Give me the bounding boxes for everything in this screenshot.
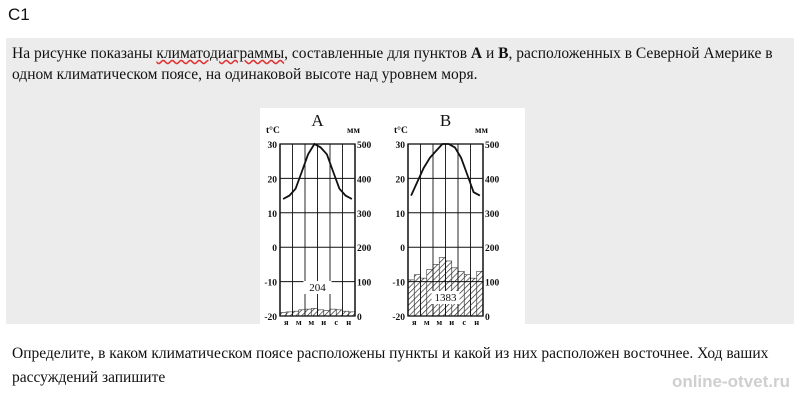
chart-b-precip-bar [477, 271, 483, 316]
question-part-1: На рисунке показаны [12, 45, 157, 62]
chart-b-tick-left: -10 [392, 278, 405, 289]
chart-a-tick-left: 0 [272, 244, 277, 255]
chart-a-tick-left: 20 [267, 175, 277, 186]
chart-b-precip-bar [414, 275, 420, 316]
chart-a-tick-right: 200 [357, 244, 372, 255]
chart-a-month-label: с [334, 317, 339, 326]
chart-a-ylabel: t°C [266, 126, 280, 136]
chart-a-month-label: н [346, 317, 352, 326]
chart-a-annual-total: 204 [309, 282, 326, 294]
climatograms-figure [260, 108, 525, 326]
chart-a-tick-left: 30 [267, 141, 277, 151]
chart-b-ylabel: t°C [394, 126, 408, 136]
chart-a-tick-left: -10 [264, 278, 277, 289]
chart-b-month-label: м [436, 317, 443, 326]
question-and: и [482, 45, 499, 62]
chart-b-tick-left: 20 [395, 175, 405, 186]
chart-a-tick-right: 500 [357, 141, 372, 151]
chart-b-tick-left: 0 [400, 244, 405, 255]
chart-b-tick-right: 200 [485, 244, 500, 255]
chart-a-month-label: м [295, 317, 302, 326]
chart-a-title: А [311, 111, 324, 130]
item-label: C1 [8, 5, 30, 24]
chart-a-precip-bar [311, 308, 317, 316]
point-a-label: А [470, 45, 483, 62]
chart-a-tick-right: 400 [357, 175, 372, 186]
chart-a-precip-bar [324, 310, 330, 316]
chart-b-y2label: мм [475, 126, 488, 136]
chart-b-tick-right: 500 [485, 141, 500, 151]
chart-a-precip-bar [336, 310, 342, 316]
chart-a-precip-bar [318, 310, 324, 316]
chart-a-month-label: и [321, 317, 327, 326]
chart-a-precip-bar [343, 311, 349, 316]
chart-b-precip-bar [446, 261, 452, 316]
chart-a-tick-right: 0 [357, 313, 362, 323]
chart-a-precip-bar [305, 309, 311, 316]
chart-b-precip-bar [433, 264, 439, 316]
watermark: online-otvet.ru [671, 372, 790, 391]
chart-a-tick-left: 10 [267, 209, 277, 220]
chart-b-precip-bar [421, 278, 427, 316]
chart-a-y2label: мм [347, 126, 360, 136]
chart-b-title: В [439, 111, 452, 130]
question-text [12, 43, 782, 85]
question-part-3: , расположенных в Северной Америке в одном климатическом поясе, на одинаковой высоте над уровнем моря. [12, 45, 773, 83]
chart-b-month-label: я [411, 317, 417, 326]
chart-b-precip-bar [464, 275, 470, 316]
chart-b-tick-left: 10 [395, 209, 405, 220]
chart-a-month-label: м [308, 317, 315, 326]
chart-a-tick-right: 300 [357, 209, 372, 220]
chart-a-tick-right: 100 [357, 278, 372, 289]
question-part-2: , составленные для пунктов [284, 45, 471, 62]
chart-b-tick-right: 0 [485, 313, 490, 323]
chart-b-precip-bar [439, 258, 445, 316]
chart-b-month-label: с [462, 317, 467, 326]
chart-a-month-label: я [283, 317, 289, 326]
chart-a-precip-bar [293, 311, 299, 316]
chart-b-tick-left: -20 [392, 313, 405, 323]
chart-b-tick-right: 400 [485, 175, 500, 186]
chart-a-precip-bar [330, 309, 336, 316]
task-text: Определите, в каком климатическом поясе расположены пункты и какой из них расположен восточнее. Ход ваших рассуждений запишите [12, 345, 769, 386]
chart-b-tick-right: 100 [485, 278, 500, 289]
chart-b-annual-total: 1383 [434, 292, 457, 304]
chart-a-tick-left: -20 [264, 313, 277, 323]
chart-b-tick-right: 300 [485, 209, 500, 220]
chart-b-precip-bar [471, 278, 477, 316]
chart-b-tick-left: 30 [395, 141, 405, 151]
chart-a-precip-bar [299, 310, 305, 316]
chart-b-month-label: и [449, 317, 455, 326]
climatograms-svg [260, 108, 525, 326]
point-b-label: В [498, 45, 509, 62]
climatogram-link[interactable]: климатодиаграммы [156, 45, 285, 62]
chart-b-month-label: н [474, 317, 480, 326]
chart-b-precip-bar [408, 280, 414, 316]
chart-b-month-label: м [423, 317, 430, 326]
